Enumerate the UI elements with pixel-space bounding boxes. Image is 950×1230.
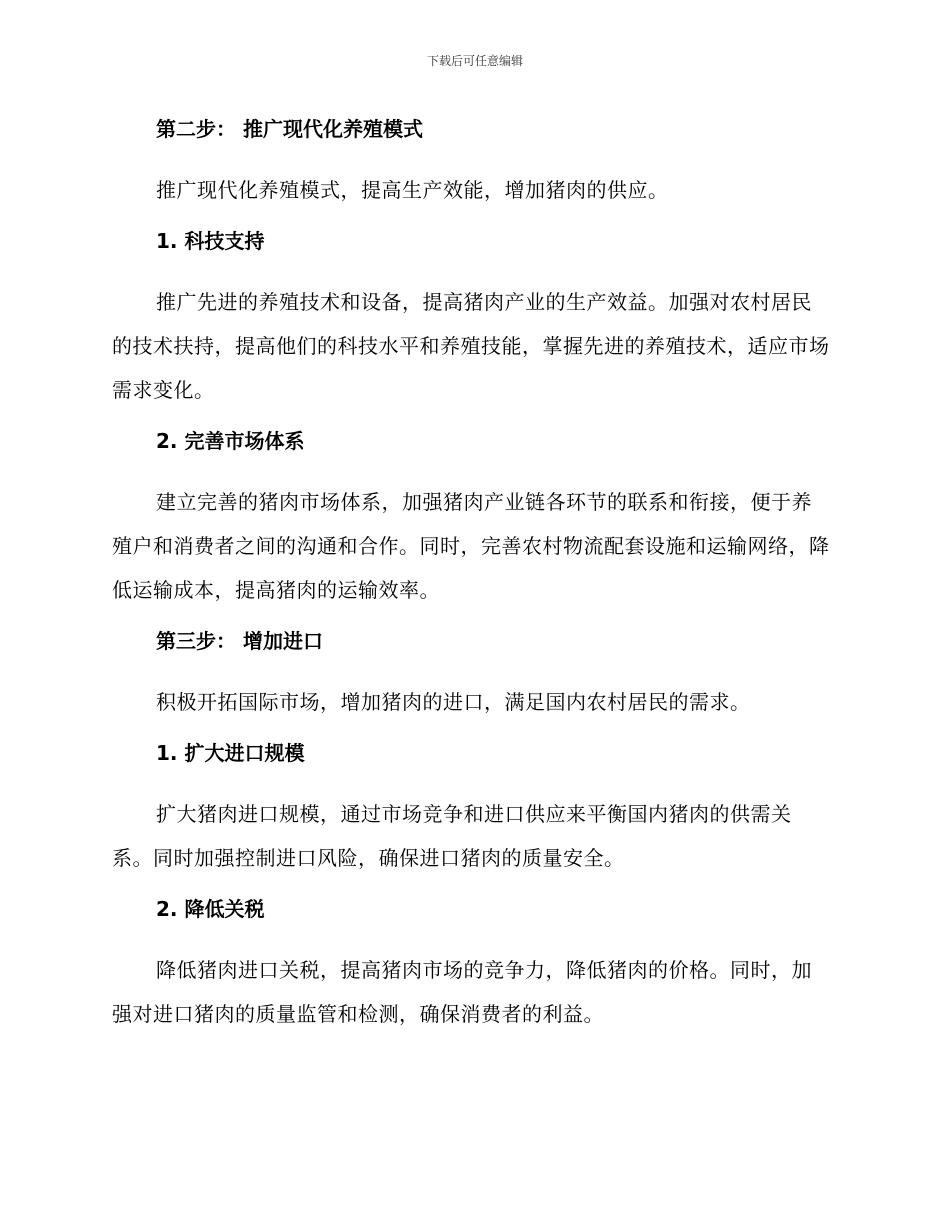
paragraph: 扩大猪肉进口规模，通过市场竞争和进口供应来平衡国内猪肉的供需关系。同时加强控制进口风险，确保进口猪肉的质量安全。 [112, 802, 792, 870]
subheading-market-system: 2. 完善市场体系 [156, 429, 305, 453]
paragraph: 降低猪肉进口关税，提高猪肉市场的竞争力，降低猪肉的价格。同时，加强对进口猪肉的质量监管和检测，确保消费者的利益。 [112, 958, 812, 1026]
paragraph: 推广先进的养殖技术和设备，提高猪肉产业的生产效益。加强对农村居民的技术扶持，提高他们的科技水平和养殖技能，掌握先进的养殖技术，适应市场需求变化。 [112, 290, 830, 402]
subheading-lower-tariffs: 2. 降低关税 [156, 897, 265, 921]
section-heading-step-2: 第二步： 推广现代化养殖模式 [156, 117, 423, 141]
paragraph: 建立完善的猪肉市场体系，加强猪肉产业链各环节的联系和衔接，便于养殖户和消费者之间的沟通和合作。同时，完善农村物流配套设施和运输网络，降低运输成本，提高猪肉的运输效率。 [112, 490, 830, 602]
subheading-expand-imports: 1. 扩大进口规模 [156, 741, 305, 765]
paragraph: 推广现代化养殖模式，提高生产效能，增加猪肉的供应。 [156, 178, 669, 202]
paragraph: 积极开拓国际市场，增加猪肉的进口，满足国内农村居民的需求。 [156, 690, 751, 714]
document-body [112, 112, 832, 1048]
subheading-tech-support: 1. 科技支持 [156, 229, 265, 253]
page-header: 下载后可任意编辑 [426, 54, 523, 68]
section-heading-step-3: 第三步： 增加进口 [156, 629, 323, 653]
